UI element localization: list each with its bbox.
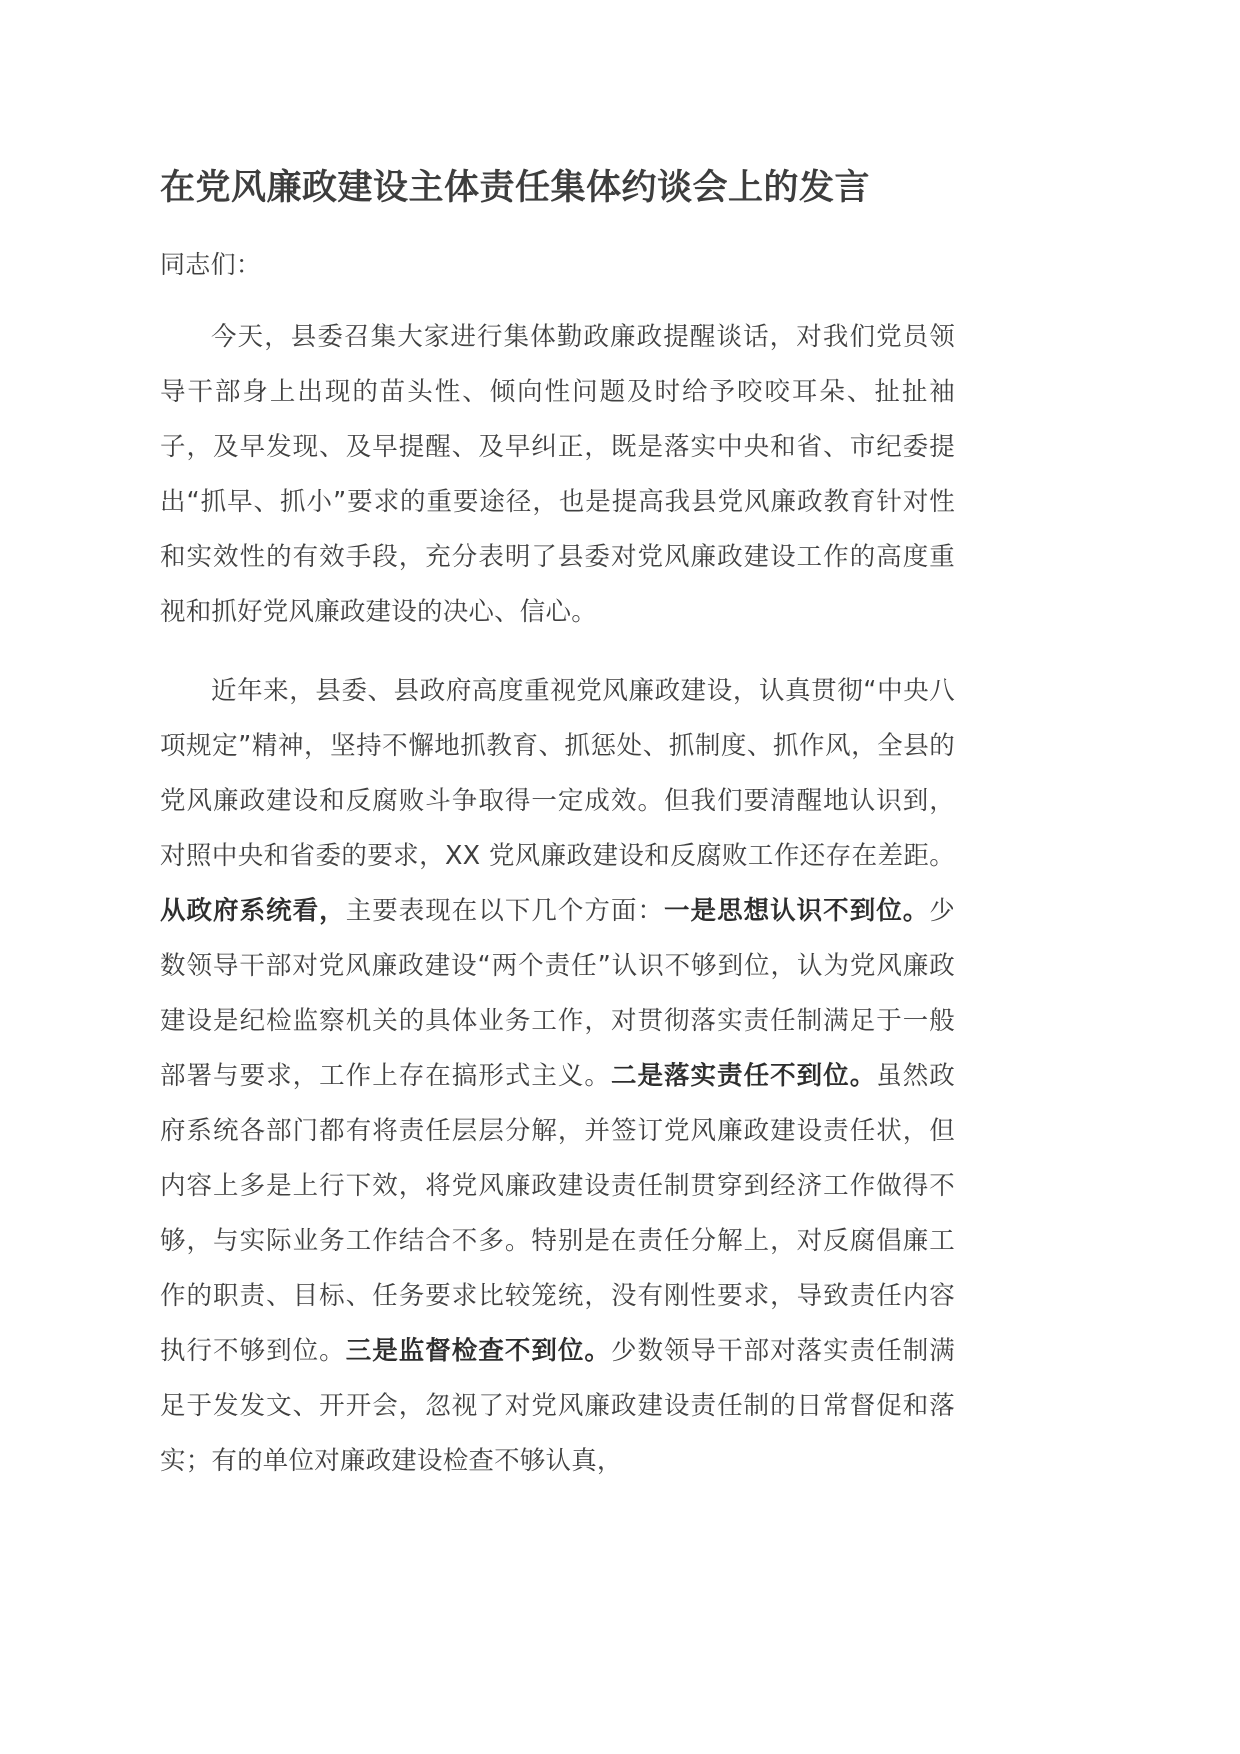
body-text: 少数领导干部对落实责任制满足于发发文、开开会，忽视了对党风廉政建设责任制的日常督促和落实；有的单位对廉政建设检查不够认真，: [160, 1335, 955, 1476]
page-title: 在党风廉政建设主体责任集体约谈会上的发言: [160, 168, 871, 208]
emphasis-text: 从政府系统看，: [160, 895, 346, 926]
paragraph: [160, 664, 955, 1489]
body-text: 今天，县委召集大家进行集体勤政廉政提醒谈话，对我们党员领导干部身上出现的苗头性、倾向性问题及时给予咬咬耳朵、扯扯袖子，及早发现、及早提醒、及早纠正，既是落实中央和省、市纪委提出“抓早、抓小”要求的重要途径，也是提高我县党风廉政教育针对性和实效性的有效手段，充分表明了县委对党风廉政建设工作的高度重视和抓好党风廉政建设的决心、信心。: [160, 321, 955, 627]
body-text: 少数领导干部对党风廉政建设“两个责任”认识不够到位，认为党风廉政建设是纪检监察机关的具体业务工作，对贯彻落实责任制满足于一般部署与要求，工作上存在搞形式主义。: [160, 895, 955, 1091]
salutation: 同志们：: [160, 250, 262, 280]
paragraph: [160, 310, 955, 640]
emphasis-text: 一是思想认识不到位。: [664, 895, 930, 926]
body-text: 虽然政府系统各部门都有将责任层层分解，并签订党风廉政建设责任状，但内容上多是上行下效，将党风廉政建设责任制贯穿到经济工作做得不够，与实际业务工作结合不多。特别是在责任分解上，对反腐倡廉工作的职责、目标、任务要求比较笼统，没有刚性要求，导致责任内容执行不够到位。: [160, 1060, 955, 1366]
emphasis-text: 三是监督检查不到位。: [345, 1335, 611, 1366]
emphasis-text: 二是落实责任不到位。: [610, 1060, 877, 1091]
body-text: 主要表现在以下几个方面：: [345, 895, 665, 926]
body-text: 近年来，县委、县政府高度重视党风廉政建设，认真贯彻“中央八项规定”精神，坚持不懈地抓教育、抓惩处、抓制度、抓作风，全县的党风廉政建设和反腐败斗争取得一定成效。但我们要清醒地认识到，对照中央和省委的要求，XX 党风廉政建设和反腐败工作还存在差距。: [160, 675, 955, 871]
document-body: [160, 310, 1090, 1489]
